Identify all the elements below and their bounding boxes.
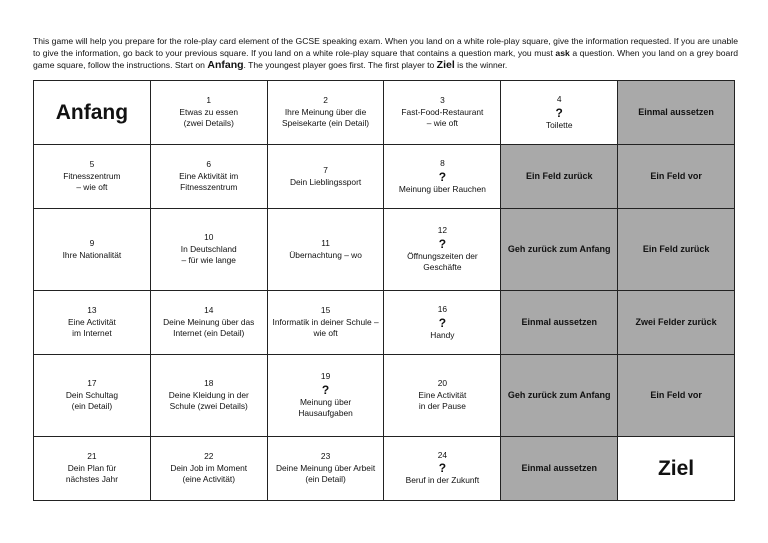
grey-square-back-two[interactable]: Zwei Felder zurück [618,290,735,354]
board-row-5 [34,355,735,437]
grey-square-skip-turn[interactable]: Einmal aussetzen [501,290,618,354]
question-mark: ? [438,461,447,476]
instructions-part-2: a question. When you land on a grey board game square, follow the instructions. Start on [33,48,738,71]
square-10[interactable] [150,209,267,291]
square-12[interactable] [384,209,501,291]
question-mark: ? [438,315,447,330]
square-number: 21 [87,451,97,462]
question-mark: ? [555,105,563,120]
square-18[interactable] [150,355,267,437]
square-number: 12 [437,225,448,236]
board-row-2 [34,145,735,209]
square-number: 8 [440,158,445,169]
square-5[interactable] [34,145,151,209]
square-24[interactable] [384,436,501,500]
square-number: 7 [323,165,328,176]
square-1[interactable] [150,81,267,145]
square-number: 22 [204,451,214,462]
square-text: Öffnungszeiten der Geschäfte [407,250,478,273]
square-text: Dein Schultag (ein Detail) [65,389,118,412]
square-text: Fast-Food-Restaurant – wie oft [401,106,484,129]
board-row-4 [34,290,735,354]
square-text: Dein Job im Moment (eine Activität) [170,462,248,485]
finish-square[interactable]: Ziel [618,436,735,500]
square-number: 23 [320,451,331,462]
square-number: 5 [89,159,95,170]
square-number: 3 [440,95,445,106]
square-text: Etwas zu essen (zwei Details) [179,106,239,129]
instructions-part-1: This game will help you prepare for the role-play card element of the GCSE speaking exam. When you land on a white role-play square, give the information requested. If you are unable to give the information, go back to your previous square. If you land on a white role-play square that contains a question mark, you must [33,36,738,59]
square-14[interactable] [150,290,267,354]
square-text: Informatik in deiner Schule – wie oft [272,316,379,339]
square-20[interactable] [384,355,501,437]
grey-square-skip-turn[interactable]: Einmal aussetzen [618,81,735,145]
square-2[interactable] [267,81,384,145]
start-square[interactable]: Anfang [34,81,151,145]
square-text: In Deutschland – für wie lange [180,243,237,266]
square-4[interactable] [501,81,618,145]
square-number: 24 [437,449,448,460]
question-mark: ? [438,236,447,251]
square-number: 20 [437,378,448,389]
square-text: Meinung über Hausaufgaben [298,396,353,419]
square-text: Ihre Meinung über die Speisekarte (ein Detail) [282,106,370,129]
square-7[interactable] [267,145,384,209]
square-number: 4 [556,94,562,105]
square-16[interactable] [384,290,501,354]
square-23[interactable] [267,436,384,500]
square-19[interactable] [267,355,384,437]
board-row-6 [34,436,735,500]
square-text: Eine Activität in der Pause [418,389,467,412]
square-text: Handy [430,329,455,340]
grey-square-back-to-start[interactable]: Geh zurück zum Anfang [501,355,618,437]
square-text: Ihre Nationalität [62,249,122,260]
square-11[interactable] [267,209,384,291]
square-number: 2 [323,95,328,106]
grey-square-back-to-start[interactable]: Geh zurück zum Anfang [501,209,618,291]
square-text: Eine Aktivität im Fitnesszentrum [179,170,239,193]
question-mark: ? [321,382,330,397]
grey-square-forward-one[interactable]: Ein Feld vor [618,355,735,437]
square-text: Fitnesszentrum – wie oft [63,170,121,193]
square-number: 19 [320,371,331,382]
square-number: 9 [89,238,95,249]
instructions-part-3: . The youngest player goes first. The first player to [243,60,437,71]
square-22[interactable] [150,436,267,500]
grey-square-back-one[interactable]: Ein Feld zurück [501,145,618,209]
grey-square-skip-turn[interactable]: Einmal aussetzen [501,436,618,500]
square-number: 6 [206,159,212,170]
square-number: 15 [320,305,331,316]
square-text: Dein Lieblingssport [289,176,362,187]
square-number: 17 [87,378,97,389]
instructions-start-word: Anfang [207,59,244,72]
board-row-1 [34,81,735,145]
instructions-ask-word: ask [555,48,570,59]
square-number: 10 [204,232,214,243]
square-number: 14 [204,305,214,316]
square-number: 1 [206,95,212,106]
square-text: Beruf in der Zukunft [405,475,480,486]
square-15[interactable] [267,290,384,354]
square-number: 16 [437,304,448,315]
board-row-3 [34,209,735,291]
square-text: Toilette [545,119,573,130]
square-3[interactable] [384,81,501,145]
square-text: Eine Activität im Internet [67,316,116,339]
question-mark: ? [438,169,447,184]
square-text: Meinung über Rauchen [398,183,486,194]
square-6[interactable] [150,145,267,209]
square-number: 13 [87,305,97,316]
square-text: Deine Meinung über das Internet (ein Detail) [163,316,255,339]
instructions-part-4: is the winner. [454,60,508,71]
game-board [33,80,735,501]
square-number: 18 [204,378,214,389]
grey-square-forward-one[interactable]: Ein Feld vor [618,145,735,209]
square-21[interactable] [34,436,151,500]
square-text: Deine Kleidung in der Schule (zwei Details) [168,389,249,412]
square-8[interactable] [384,145,501,209]
square-text: Deine Meinung über Arbeit (ein Detail) [275,462,376,485]
square-number: 11 [321,238,330,249]
instructions-finish-word: Ziel [436,59,455,72]
instructions-paragraph [33,35,738,72]
square-text: Dein Plan für nächstes Jahr [65,462,118,485]
square-13[interactable] [34,290,151,354]
square-text: Übernachtung – wo [289,249,362,260]
grey-square-back-one[interactable]: Ein Feld zurück [618,209,735,291]
square-9[interactable] [34,209,151,291]
square-17[interactable] [34,355,151,437]
